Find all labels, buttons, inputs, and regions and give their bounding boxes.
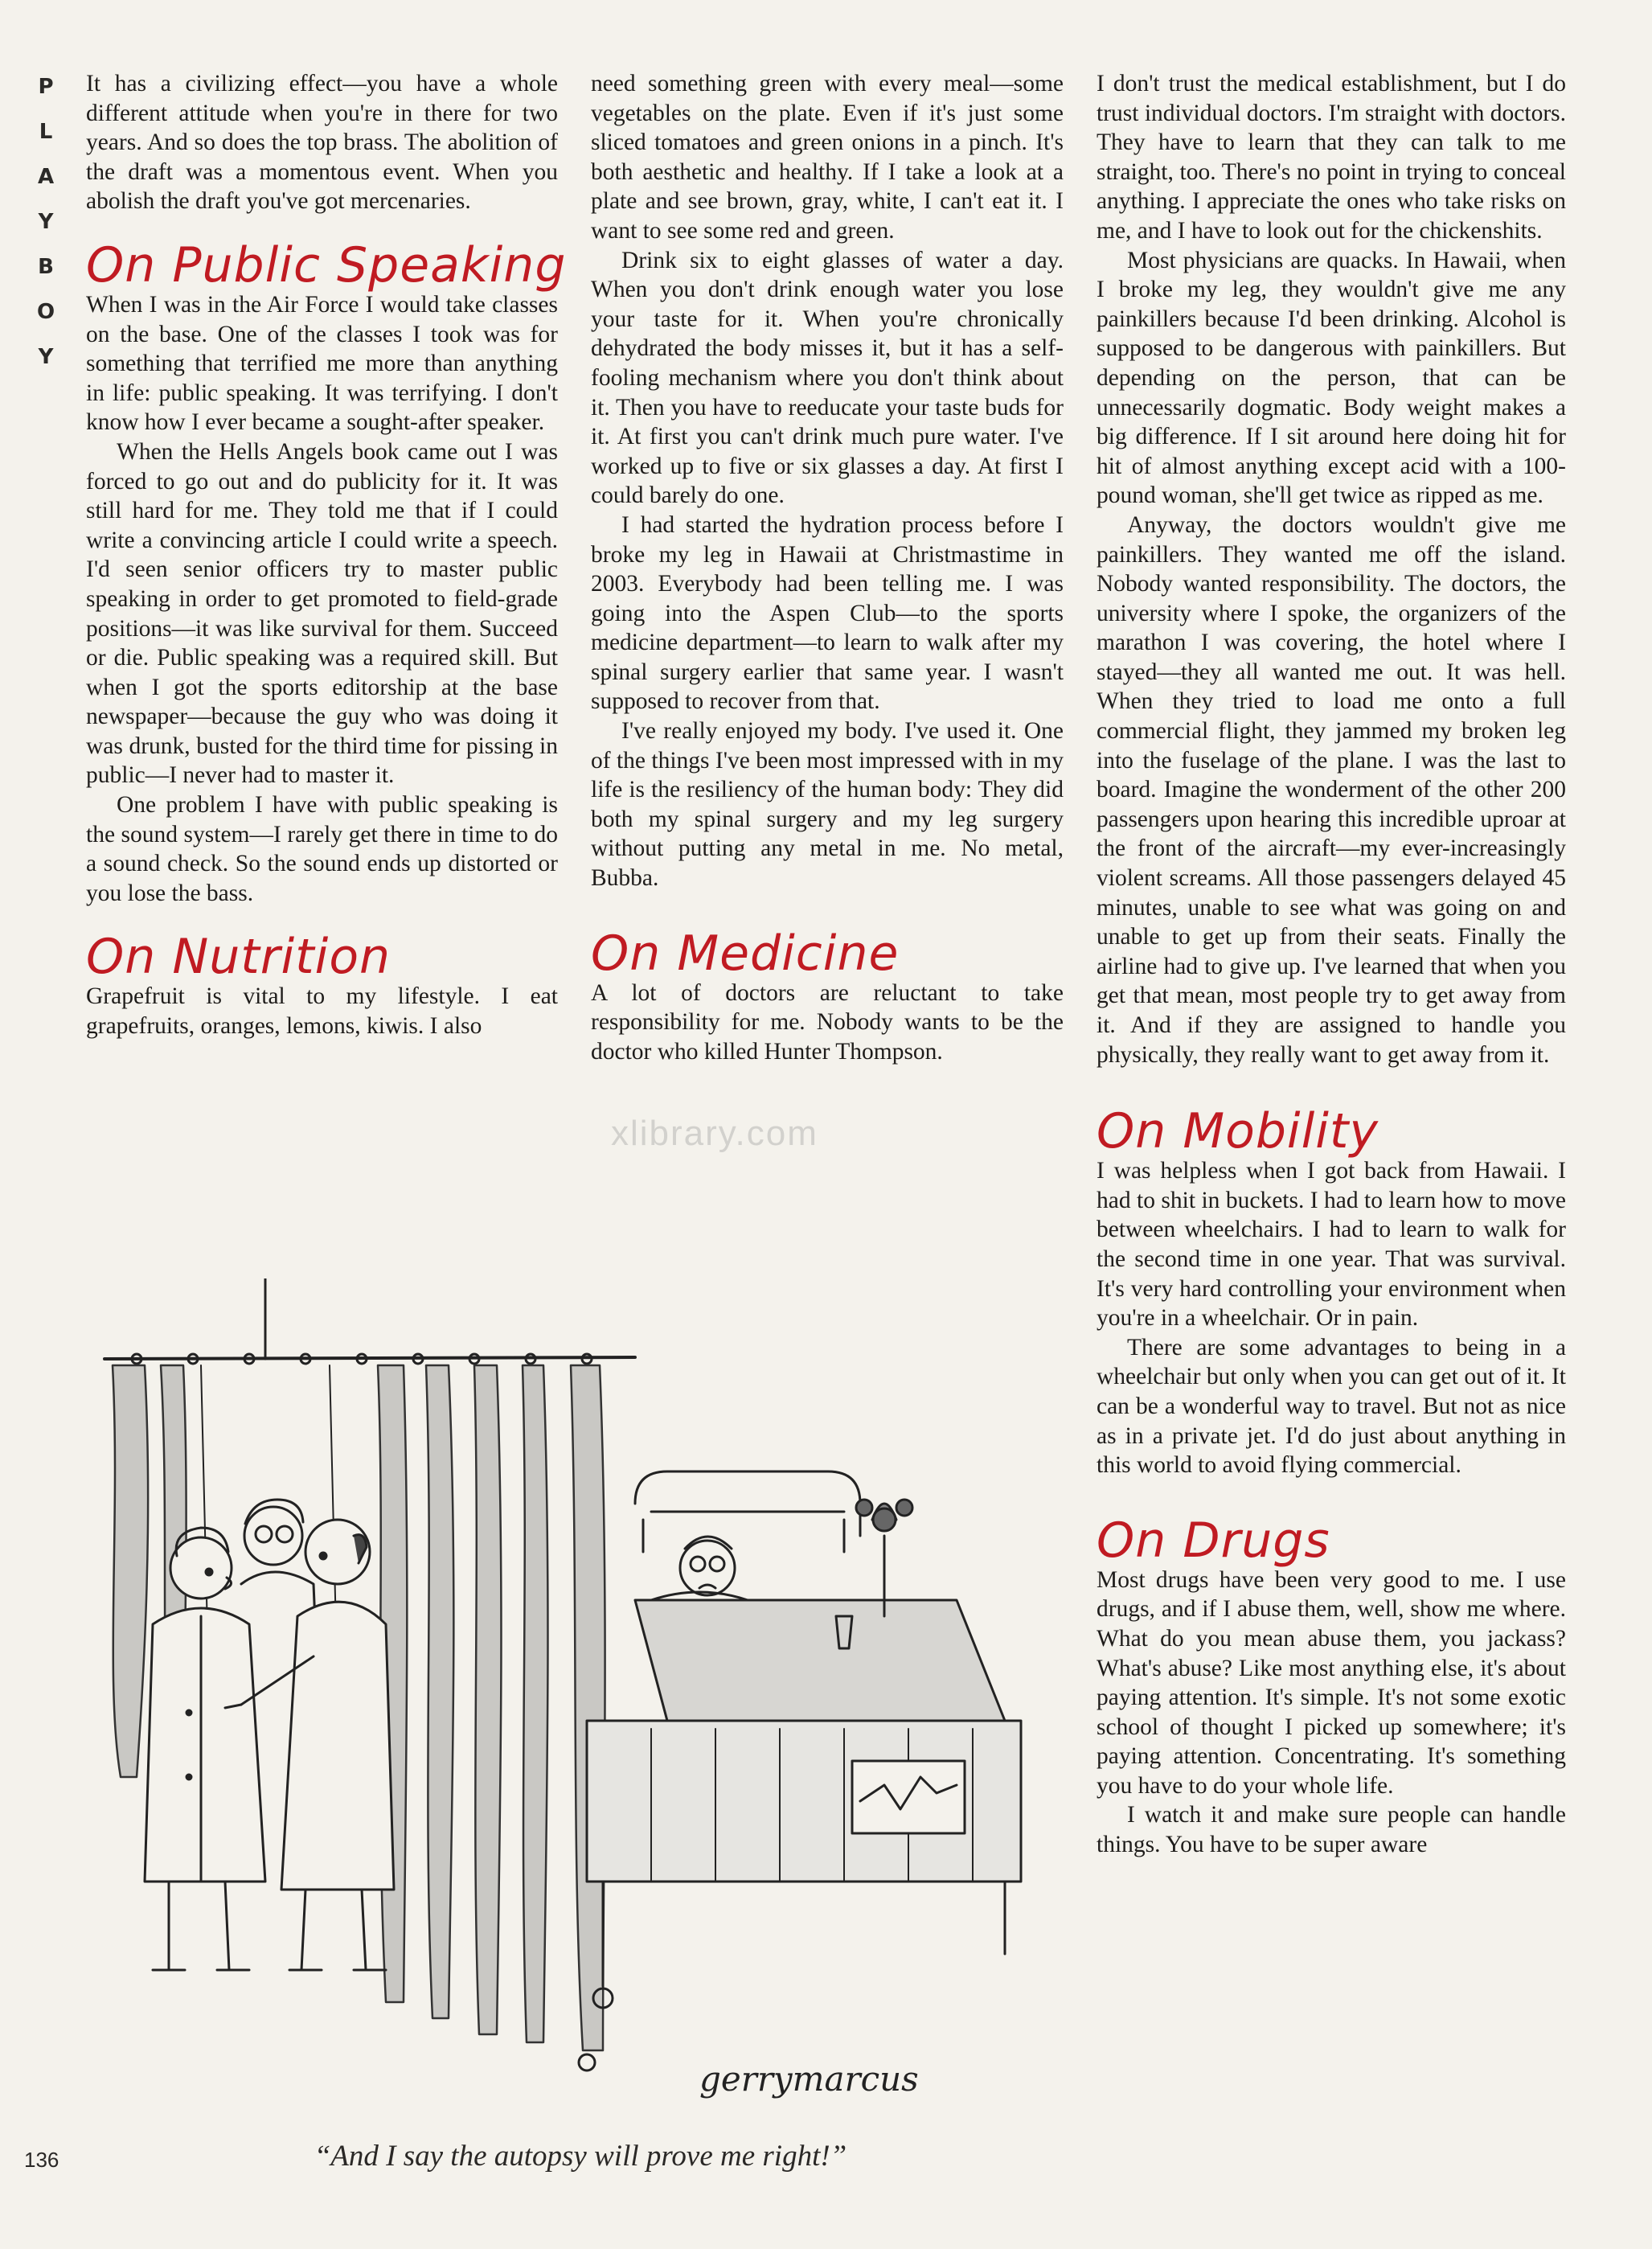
heading-on: On — [1097, 1103, 1167, 1160]
paragraph: One problem I have with public speaking is the sound system—I rarely get there in time to do a sound check. So the sound ends up distorted or you lose the bass. — [86, 792, 558, 906]
paragraph: Most drugs have been very good to me. I use drugs, and if I abuse them, well, show me where. What do you mean abuse them, you jackass? What's abuse? Like most anything else, it's about paying attention. It's simple. It's not some exotic school of thought I picked up somewhere; it's paying attention. Concentrating. It's something you have to do your whole life. — [1097, 1566, 1566, 1799]
paragraph: Most physicians are quacks. In Hawaii, when I broke my leg, they wouldn't give me any painkillers because I'd been drinking. Alcohol is supposed to be dangerous with painkillers. But depending on the person, that can be unnecessarily dogmatic. Body weight makes a big difference. If I sit around here doing hit for hit of almost anything except acid with a 100-pound woman, she'll get twice as ripped as me. — [1097, 247, 1566, 509]
doctors — [145, 1500, 394, 1970]
paragraph: When the Hells Angels book came out I was forced to go out and do publicity for it. It was still hard for me. They told me that if I could write a convincing article I could write a speech. I'd seen senior officers try to master public speaking in order to get promoted to field-grade positions—it was like survival for them. Succeed or die. Public speaking was a required skill. But when I got the sports editorship at the base newspaper—because the guy who was doing it was drunk, busted for the third time for pissing in public—I never had to master it. — [86, 438, 558, 789]
paragraph: A lot of doctors are reluctant to take responsibility for me. Nobody wants to be the doctor who killed Hunter Thompson. — [591, 979, 1064, 1065]
section-heading-nutrition — [86, 929, 558, 986]
article-column-3 — [1097, 69, 1566, 1860]
cartoon-illustration — [88, 1278, 1037, 2115]
side-letter: A — [37, 165, 55, 189]
paragraph: There are some advantages to being in a wheelchair but only when you can get out of it. It can be a wonderful way to travel. But not as nice as in a private jet. I'd do just about anything in this world to avoid flying commercial. — [1097, 1334, 1566, 1479]
artist-signature: gerrymarcus — [699, 2059, 919, 2099]
paragraph: Anyway, the doctors wouldn't give me painkillers. They wanted me off the island. Nobody wanted responsibility. The doctors, the university where I spoke, the organizers of the marathon I was covering, the hotel where I stayed—they all wanted me out. It was hell. When they tried to load me onto a full commercial flight, they jammed my broken leg into the fuselage of the plane. I was the last to board. Imagine the wonderment of the other 200 passengers upon hearing this incredible uproar at the front of the aircraft—my ever-increasingly violent screams. All those passengers delayed 45 minutes, unable to see what was going on and unable to get up from their seats. Finally the airline had to give up. I've learned that when you get that mean, most people try to get away from it. And if they are assigned to handle you physically, they really want to get away from it. — [1097, 511, 1566, 1068]
side-letter: O — [36, 300, 55, 324]
heading-title: Medicine — [677, 925, 900, 982]
paragraph: I had started the hydration process before I broke my leg in Hawaii at Christmastime in 2003. Everybody had been telling me. I was going into the Aspen Club—to the sports medicine department—to learn to walk after my spinal surgery earlier that same year. I wasn't supposed to recover from that. — [591, 511, 1064, 715]
side-letter: Y — [38, 345, 54, 369]
patient — [651, 1537, 748, 1600]
heading-title: Public Speaking — [172, 236, 567, 293]
paragraph: I've really enjoyed my body. I've used it. One of the things I've been most impressed with in my life is the resiliency of the human body: They did both my spinal surgery and my leg surgery without putting any metal in me. No metal, Bubba. — [591, 718, 1064, 892]
hospital-bed — [587, 1471, 1021, 2008]
paragraph: I was helpless when I got back from Hawaii. I had to shit in buckets. I had to learn how to move between wheelchairs. I had to learn to walk for the second time in one year. That was survival. It's very hard controlling your environment when you're in a wheelchair. Or in pain. — [1097, 1158, 1566, 1332]
article-column-1 — [86, 69, 567, 1041]
paragraph: When I was in the Air Force I would take classes on the base. One of the classes I took was for something that terrified me more than anything in life: public speaking. It was terrifying. I don't know how I ever became a sought-after speaker. — [86, 291, 558, 436]
watermark: xlibrary.com — [611, 1114, 818, 1153]
paragraph: Drink six to eight glasses of water a day. When you don't drink enough water you lose your taste for it. When you're chronically dehydrated the body misses it, but it has a self-fooling mechanism where you don't think about it. Then you have to reeducate your taste buds for it. At first you can't drink much pure water. I've worked up to five or six glasses a day. At first I could barely do one. — [591, 247, 1064, 509]
section-heading-medicine — [591, 925, 1064, 982]
heading-on: On — [591, 925, 662, 982]
side-letter: Y — [38, 210, 54, 234]
paragraph: It has a civilizing effect—you have a whole different attitude when you're in there for two years. And so does the top brass. The abolition of the draft was a momentous event. When you abolish the draft you've got mercenaries. — [86, 71, 558, 215]
section-heading-public-speaking — [86, 236, 567, 293]
paragraph: need something green with every meal—some vegetables on the plate. Even if it's just some sliced tomatoes and green onions in a pinch. It's both aesthetic and healthy. If I take a look at a plate and see brown, gray, white, I can't eat it. I want to see some red and green. — [591, 71, 1064, 244]
heading-title: Mobility — [1183, 1103, 1379, 1160]
side-letter: B — [38, 255, 54, 279]
curtain-stand-wheel — [579, 2054, 595, 2070]
heading-on: On — [86, 929, 157, 986]
section-heading-mobility — [1097, 1103, 1566, 1160]
paragraph: I don't trust the medical establishment, but I do trust individual doctors. I'm straight with doctors. They have to learn that they can talk to me straight, too. There's no point in trying to conceal anything. I appreciate the ones who take risks on me, and I have to look out for the chickenshits. — [1097, 71, 1566, 244]
paragraph: Grapefruit is vital to my lifestyle. I eat grapefruits, oranges, lemons, kiwis. I also — [86, 983, 558, 1040]
cartoon-caption: “And I say the autopsy will prove me right!” — [314, 2140, 847, 2173]
curtain-rod — [105, 1357, 635, 1359]
section-heading-drugs — [1097, 1512, 1566, 1569]
page-number: 136 — [24, 2148, 59, 2172]
article-column-2 — [591, 69, 1064, 1066]
side-letter: P — [38, 75, 54, 99]
heading-on: On — [1097, 1512, 1167, 1569]
paragraph: I watch it and make sure people can handle things. You have to be super aware — [1097, 1802, 1566, 1858]
magazine-side-label — [34, 64, 58, 380]
heading-on: On — [86, 236, 157, 293]
side-letter: L — [39, 120, 53, 144]
heading-title: Drugs — [1183, 1512, 1330, 1569]
heading-title: Nutrition — [172, 929, 391, 986]
